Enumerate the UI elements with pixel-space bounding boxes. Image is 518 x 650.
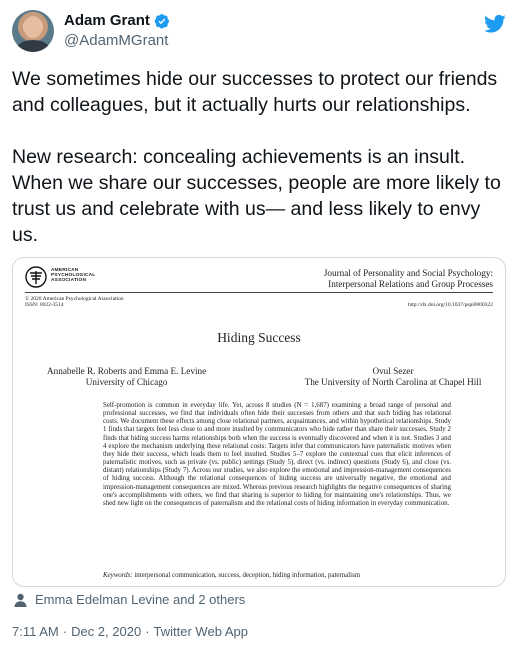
verified-badge-icon [154,13,170,29]
tweet-header [12,10,506,58]
tweet-meta [12,624,248,639]
tweet-source[interactable]: Twitter Web App [153,624,248,639]
tweet-paragraph-1: We sometimes hide our successes to protect our friends and colleagues, but it actually hurts our relationships. [12,68,498,116]
tweet-time[interactable]: 7:11 AM [12,624,59,639]
apa-publisher-name: AMERICAN PSYCHOLOGICAL ASSOCIATION [51,268,96,284]
meta-separator: · [62,624,68,639]
tweet-date[interactable]: Dec 2, 2020 [71,624,142,639]
liked-by-row[interactable] [14,592,245,607]
paper-keywords: Keywords: interpersonal communication, success, deception, hiding information, paternalism [103,572,361,579]
avatar[interactable] [12,10,54,52]
header-rule [25,292,493,293]
twitter-bird-icon[interactable] [484,14,506,34]
authors-right: Ovul Sezer The University of North Carolina at Chapel Hill [304,366,482,387]
tweet-paragraph-2: New research: concealing achievements is an insult. When we share our successes, people are more likely to trust us and celebrate with us— and less likely to envy us. [12,146,501,246]
authors-left: Annabelle R. Roberts and Emma E. Levine University of Chicago [47,366,207,387]
journal-name: Journal of Personality and Social Psychology: Interpersonal Relations and Group Processes [323,268,493,289]
person-icon [14,593,27,607]
copyright-notice: © 2020 American Psychological Association ISSN: 0022-3514 [25,296,124,309]
apa-logo-icon [25,266,47,288]
paper-image[interactable] [12,257,506,587]
author-name-row[interactable] [64,12,170,29]
author-name[interactable]: Adam Grant [64,12,150,29]
doi-link: http://dx.doi.org/10.1037/pspi0000322 [407,302,493,308]
meta-separator: · [145,624,150,639]
paper-title: Hiding Success [217,330,301,345]
liked-by-text[interactable]: Emma Edelman Levine and 2 others [35,592,246,607]
paper-abstract: Self-promotion is common in everyday life. Yet, across 8 studies (N = 1,687) examining a broad range of personal and professional successes, we find that individuals often hide their successes from others and that such hiding has relational costs. We document these effects among close relational partners, acquaintances, and within hypothetical relationships. Study 1 finds that targets feel less close to and more insulted by communicators who hide rather than share their successes. Study 2 finds that hiding success harms relationships both when the success is eventually discovered and when it is not. Studies 3 and 4 explore the mechanism underlying these relational costs: Targets infer that communicators have paternalistic motives when they hide their success, which leads them to feel insulted. Studies 5–7 explore the contextual cues that elicit inferences of paternalistic motives, such as private (vs. public) settings (Study 5), direct (vs. indirect) questions (Study 6), and close (vs. distant) relationships (Study 7). Across our studies, we also explore the emotional and impression-management consequences of hiding success. Although the relational consequences of hiding success are universally negative, the emotional and impression-management consequences are mixed. Whereas previous research highlights the negative consequences of sharing one's accomplishments with others, we find that sharing is superior to hiding for maintaining one's relationships. Thus, we shed new light on the consequences of paternalism and the relational costs of hiding information in everyday communication. [103,402,451,507]
author-handle[interactable]: @AdamMGrant [64,32,169,49]
tweet-text [12,66,506,248]
